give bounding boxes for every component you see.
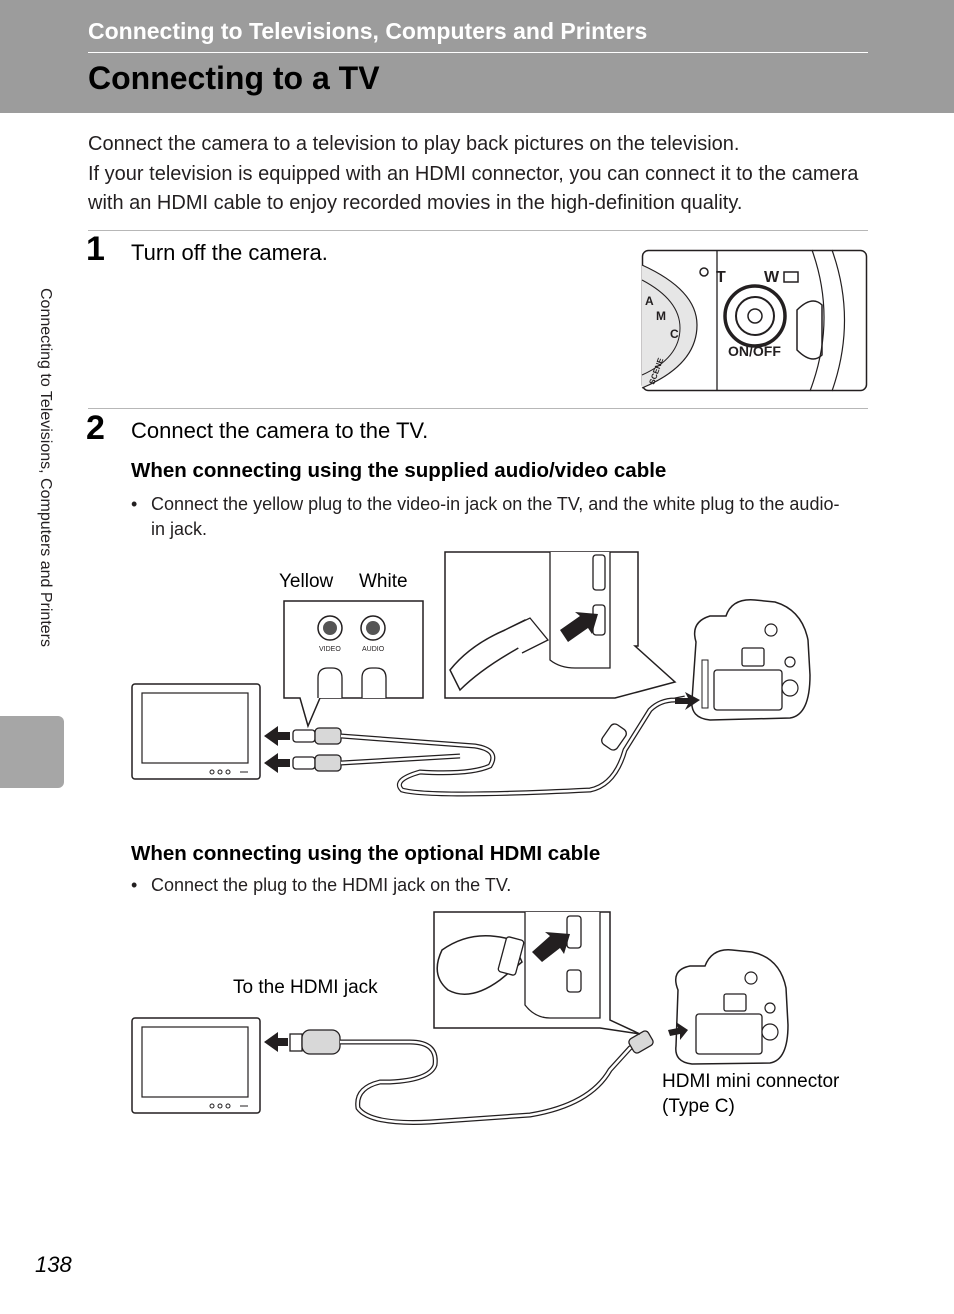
zoom-tele-label: T — [716, 269, 726, 286]
label-hdmi-connector-line2: (Type C) — [662, 1096, 735, 1117]
label-yellow: Yellow — [279, 571, 334, 592]
on-off-label: ON/OFF — [728, 343, 781, 359]
svg-text:C: C — [670, 327, 679, 341]
scene-mode-label: SCENE — [647, 356, 666, 386]
intro-paragraph — [88, 130, 878, 219]
step-2-number: 2 — [86, 409, 105, 447]
arrow-white-plug — [264, 753, 290, 773]
label-white: White — [359, 571, 408, 592]
chapter-title: Connecting to Televisions, Computers and Printers — [88, 18, 648, 44]
page-number: 138 — [35, 1252, 72, 1277]
label-hdmi-connector-line1: HDMI mini connector — [662, 1071, 840, 1092]
header-rule — [88, 52, 868, 53]
label-hdmi-jack: To the HDMI jack — [233, 977, 378, 998]
step-1-number: 1 — [86, 230, 105, 268]
av-connection-illustration — [130, 550, 820, 800]
step-2-text: Connect the camera to the TV. — [131, 418, 429, 443]
jack-audio-label: AUDIO — [362, 646, 385, 653]
step-1-text: Turn off the camera. — [131, 240, 328, 265]
av-cable-bullet — [131, 492, 851, 542]
camera-icon — [692, 600, 810, 720]
camera-icon — [676, 950, 788, 1064]
jack-video-label: VIDEO — [319, 646, 341, 653]
hdmi-bullet — [131, 873, 851, 898]
intro-line-1: Connect the camera to a television to play back pictures on the television. — [88, 133, 740, 155]
chapter-tab — [0, 716, 64, 788]
camera-hdmi-jack-callout — [434, 912, 640, 1034]
tv-icon — [132, 684, 260, 779]
bullet-dot: • — [131, 494, 138, 514]
hdmi-bullet-text: Connect the plug to the HDMI jack on the TV. — [151, 875, 512, 895]
zoom-wide-label: W — [764, 269, 780, 286]
arrow-hdmi-plug — [264, 1032, 288, 1052]
hdmi-connection-illustration — [130, 910, 810, 1135]
divider — [88, 408, 868, 409]
hdmi-heading: When connecting using the optional HDMI cable — [131, 842, 601, 865]
av-jack-callout — [284, 601, 423, 726]
camera-av-jack-callout — [445, 552, 675, 698]
svg-text:M: M — [656, 309, 666, 323]
divider — [88, 230, 868, 231]
bullet-dot: • — [131, 875, 138, 895]
intro-line-2: If your television is equipped with an HDMI connector, you can connect it to the camera with an HDMI cable to enjoy recorded movies in the high-definition quality. — [88, 162, 859, 214]
camera-top-illustration — [642, 250, 867, 391]
av-cable-heading: When connecting using the supplied audio/video cable — [131, 459, 667, 482]
svg-text:A: A — [645, 294, 654, 308]
tv-icon — [132, 1018, 260, 1113]
chapter-sidebar-label: Connecting to Televisions, Computers and Printers — [37, 288, 54, 647]
arrow-yellow-plug — [264, 726, 290, 746]
page-title: Connecting to a TV — [88, 60, 380, 96]
av-cable-bullet-text: Connect the yellow plug to the video-in jack on the TV, and the white plug to the audio-in jack. — [151, 494, 840, 539]
